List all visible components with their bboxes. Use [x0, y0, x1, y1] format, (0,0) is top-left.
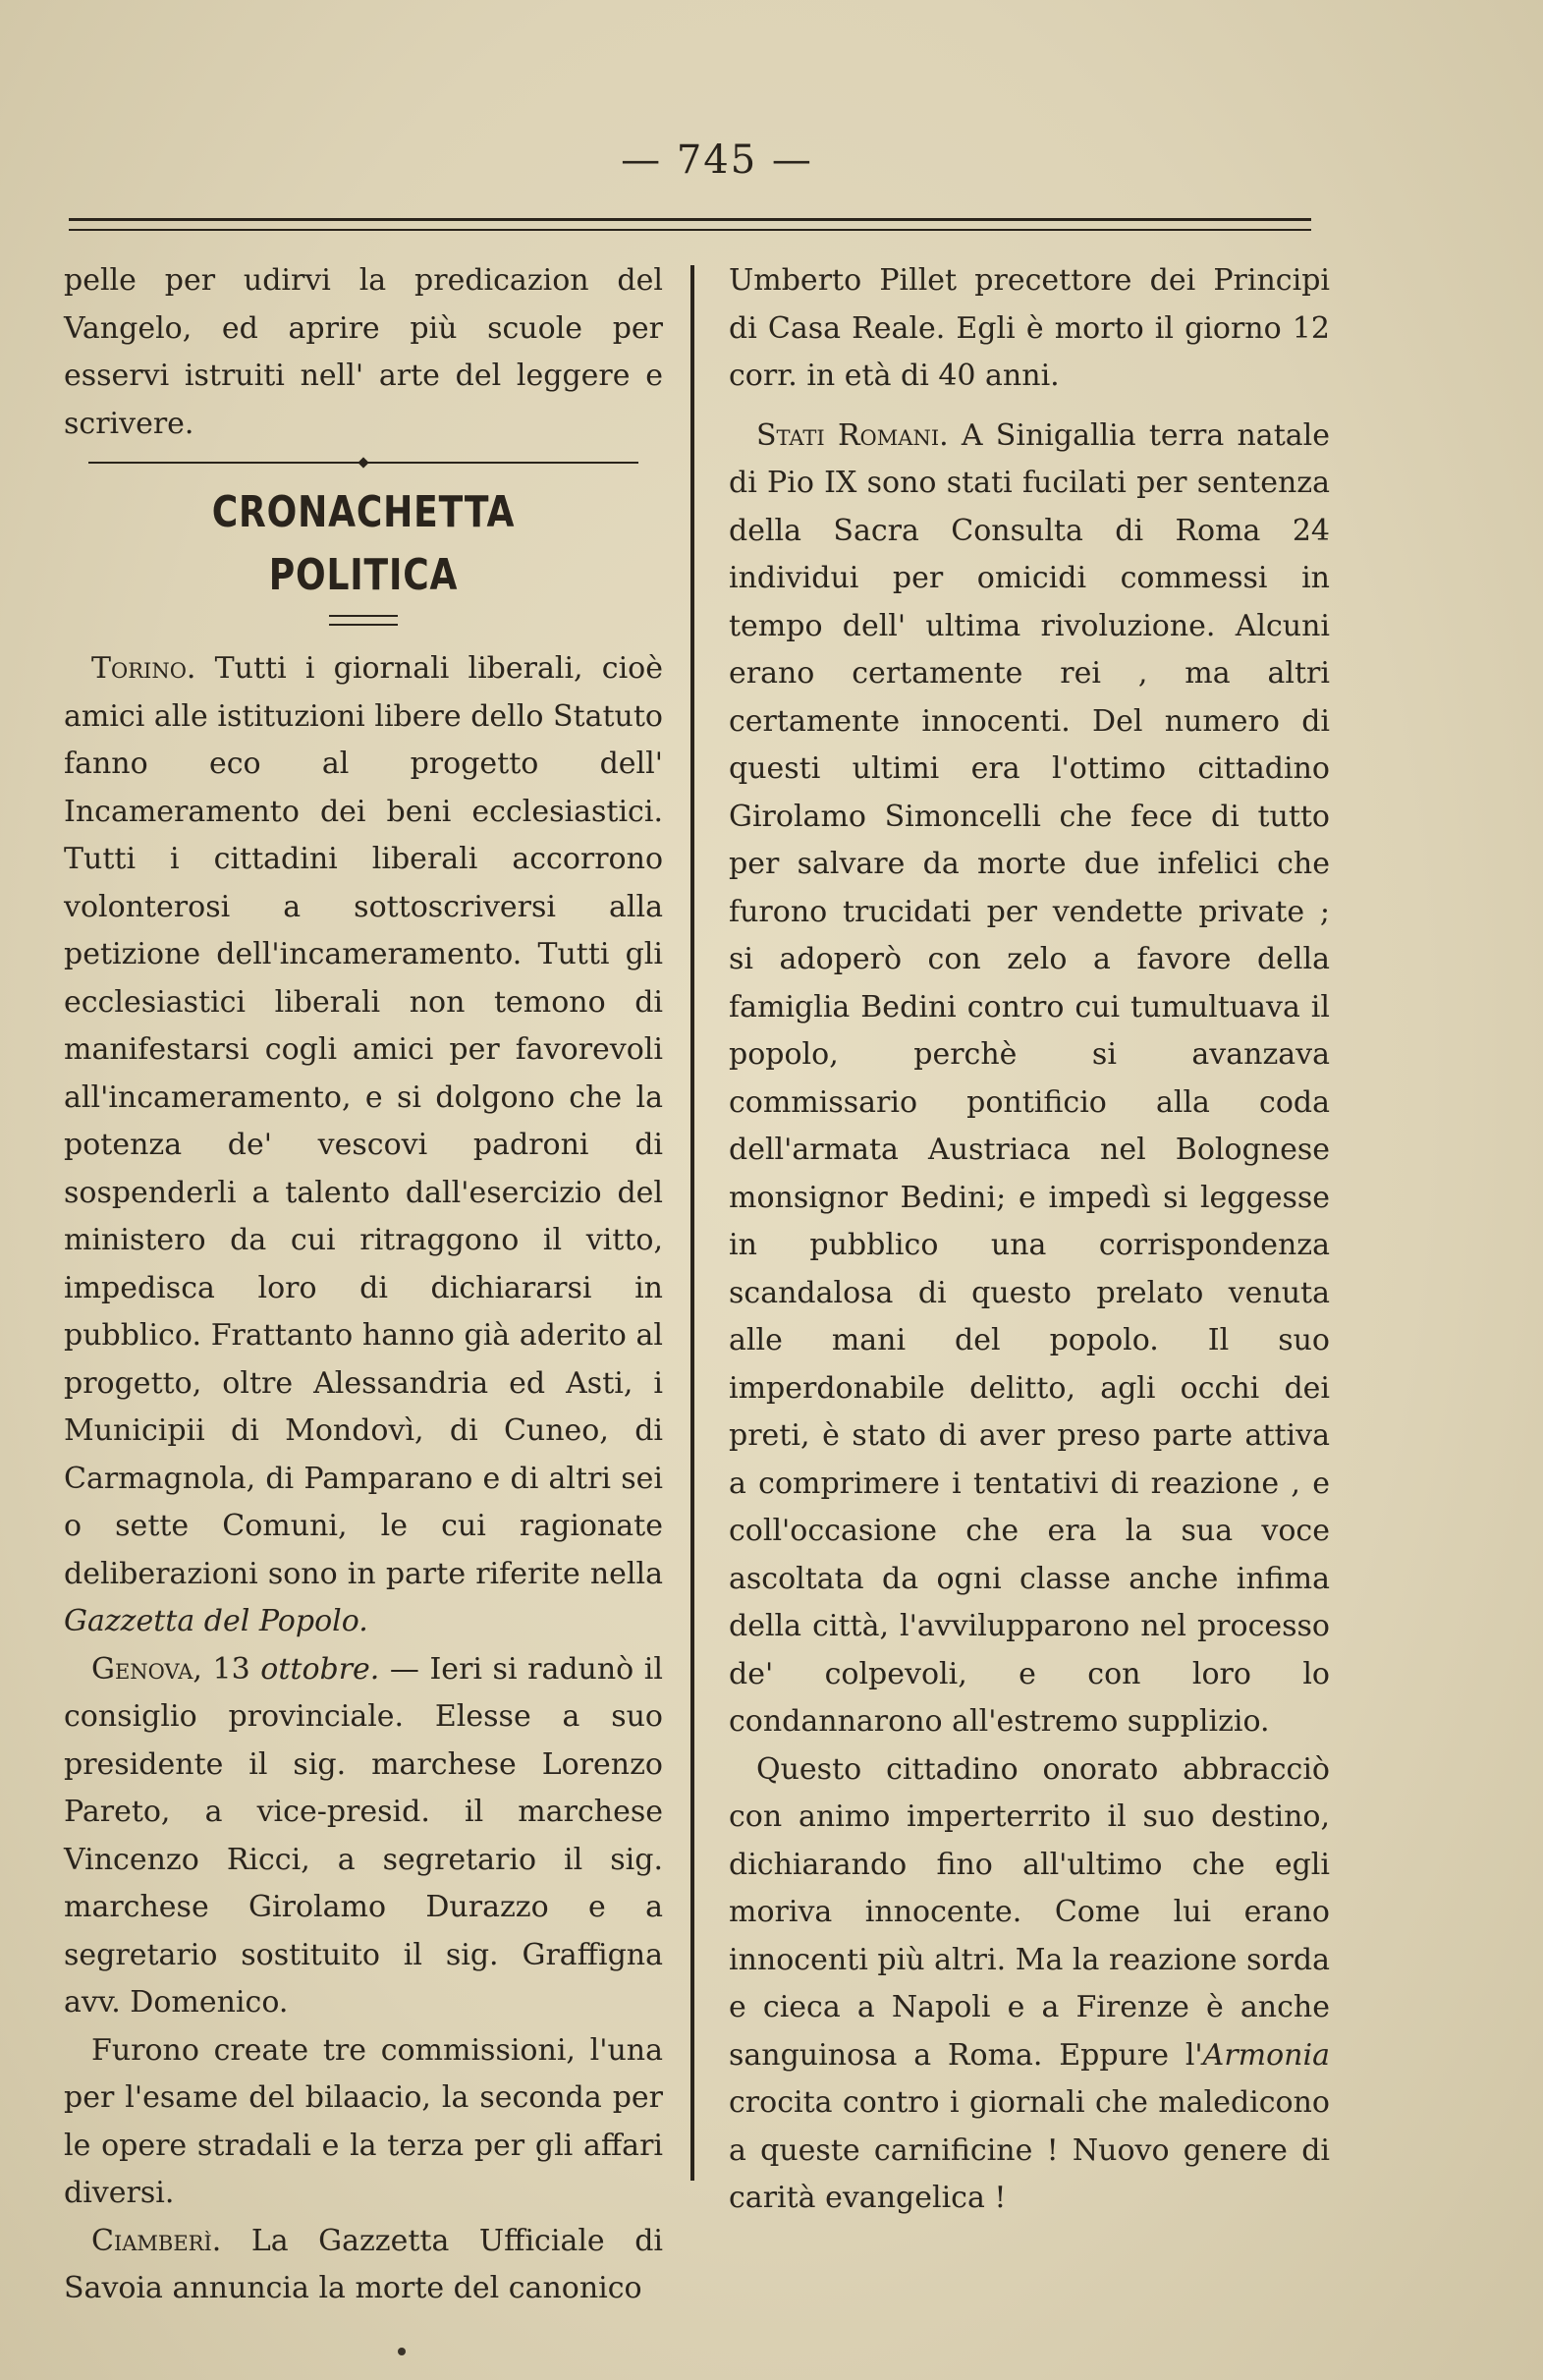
ink-speck — [398, 2348, 406, 2355]
torino-source: Gazzetta del Popolo. — [64, 1604, 368, 1638]
dateline-stati-romani: Stati Romani. — [756, 417, 949, 453]
section-separator — [88, 462, 638, 464]
left-column — [64, 257, 663, 2313]
section-title: CRONACHETTA POLITICA — [211, 487, 516, 600]
continuation-paragraph: Umberto Pillet precettore dei Principi di Casa Reale. Egli è morto il giorno 12 corr. in età di 40 anni. — [729, 263, 1330, 393]
journal-name: Armonia — [1202, 2037, 1330, 2073]
right-column — [729, 257, 1330, 2223]
ciamberi-paragraph — [64, 2218, 663, 2313]
commissioni-paragraph: Furono create tre commissioni, l'una per l'esame del bilaacio, la seconda per le opere stradali e la terza per gli affari diversi. — [64, 2032, 663, 2210]
torino-paragraph — [64, 645, 663, 1646]
genova-date-month: ottobre. — [260, 1651, 380, 1687]
dateline-ciamberi: Ciamberì. — [91, 2223, 222, 2258]
intro-paragraph: pelle per udirvi la predicazion del Vangelo, ed aprire più scuole per esservi istruiti nell' arte del leggere e scrivere. — [64, 263, 663, 441]
stati-romani-text: A Sinigallia terra natale di Pio IX sono stati fucilati per sentenza della Sacra Consulta di Roma 24 individui per omicidi commessi in tempo dell' ultima rivoluzione. Alcuni erano certamente rei , ma altri certamente innocenti. Del numero di questi ultimi era l'ottimo cittadino Girolamo Simoncelli che fece di tutto per salvare da morte due infelici che furono trucidati per vendette private ; si adoperò con zelo a favore della famiglia Bedini contro cui tumultuava il popolo, perchè si avanzava commissario pontificio alla coda dell'armata Austriaca nel Bolognese monsignor Bedini; e impedì si leggesse in pubblico una corrispondenza scandalosa di questo prelato venuta alle mani del popolo. Il suo imperdonabile delitto, agli occhi dei preti, è stato di aver preso parte attiva a comprimere i tentativi di reazione , e coll'occasione che era la sua voce ascoltata da ogni classe anche infima della città, l'avvilupparono nel processo de' colpevoli, e con loro lo condannarono all'estremo supplizio. — [729, 417, 1330, 1739]
final-paragraph — [729, 1746, 1330, 2223]
title-double-rule — [329, 615, 398, 626]
header-rule — [69, 218, 1311, 231]
torino-text: Tutti i giornali liberali, cioè amici alle istituzioni libere dello Statuto fanno eco al progetto dell' Incameramento dei beni ecclesiastici. Tutti i cittadini liberali accorrono volonterosi a sottoscriversi alla petizione dell'incameramento. Tutti gli ecclesiastici liberali non temono di manifestarsi cogli amici per favorevoli all'incameramento, e si dolgono che la potenza de' vescovi padroni di sospenderli a talento dall'esercizio del ministero da cui ritraggono il vitto, impedisca loro di dichiararsi in pubblico. Frattanto hanno già aderito al progetto, oltre Alessandria ed Asti, i Municipii di Mondovì, di Cuneo, di Carmagnola, di Pamparano e di altri sei o sette Comuni, le cui ragionate deliberazioni sono in parte riferite nella — [64, 651, 663, 1591]
column-divider — [690, 265, 694, 2181]
dateline-genova: Genova, — [91, 1651, 202, 1687]
genova-date-number: 13 — [201, 1651, 261, 1687]
page-number: — 745 — — [621, 138, 813, 183]
genova-text: — Ieri si radunò il consiglio provinciale. Elesse a suo presidente il sig. marchese Lorenzo Pareto, a vice-presid. il marchese Vincenzo Ricci, a segretario il sig. marchese Girolamo Durazzo e a segretario sostituito il sig. Graffigna avv. Domenico. — [64, 1651, 663, 2020]
ciamberi-text: La Gazzetta Ufficiale di Savoia annuncia la morte del canonico — [64, 2223, 663, 2305]
final-text-before: Questo cittadino onorato abbracciò con animo imperterrito il suo destino, dichiarando fino all'ultimo che egli moriva innocente. Come lui erano innocenti più altri. Ma la reazione sorda e cieca a Napoli e a Firenze è anche sanguinosa a Roma. Eppure l' — [729, 1751, 1330, 2073]
stati-romani-paragraph — [729, 413, 1330, 1746]
final-text-after: crocita contro i giornali che maledicono a queste carnificine ! Nuovo genere di carità evangelica ! — [729, 2085, 1330, 2215]
genova-paragraph — [64, 1646, 663, 2027]
dateline-torino: Torino. — [91, 651, 196, 686]
